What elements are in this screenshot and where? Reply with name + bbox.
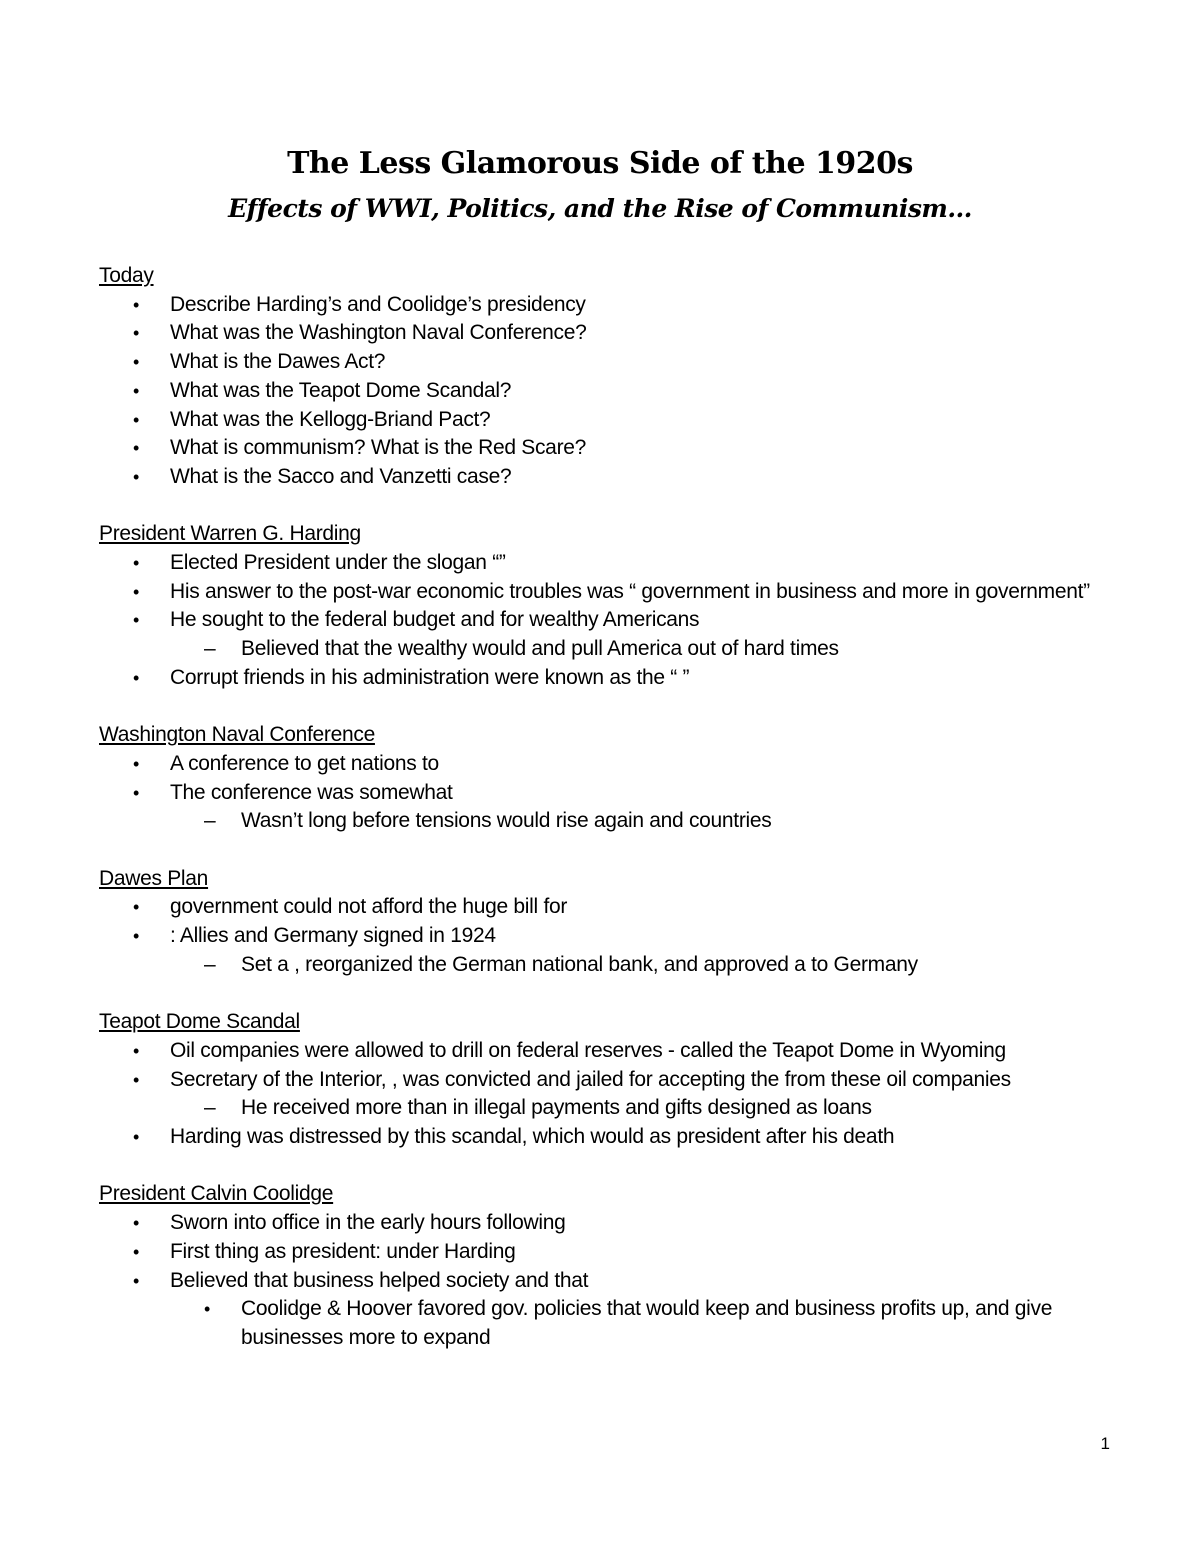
bullet-list <box>99 750 1109 836</box>
list-item: • A conference to get nations to <box>99 750 1109 779</box>
list-item: • What is the Sacco and Vanzetti case? <box>99 463 1109 492</box>
section-washington-naval-conference <box>99 721 1109 836</box>
list-item: • Elected President under the slogan “” <box>99 549 1109 578</box>
section-harding <box>99 520 1109 692</box>
list-item: • Corrupt friends in his administration were known as the “ ” <box>99 664 1109 693</box>
document-subtitle: Effects of WWI, Politics, and the Rise of Communism… <box>228 194 972 223</box>
section-heading: President Calvin Coolidge <box>99 1182 334 1206</box>
section-heading: President Warren G. Harding <box>99 522 361 546</box>
list-item: • Oil companies were allowed to drill on federal reserves - called the Teapot Dome in Wyoming <box>99 1037 1109 1066</box>
sub-list-item: – Believed that the wealthy would and pull America out of hard times <box>99 635 1109 664</box>
sub-list-item: • Coolidge & Hoover favored gov. policies that would keep and business profits up, and give businesses more to expand <box>99 1295 1109 1352</box>
list-item: • First thing as president: under Harding <box>99 1238 1109 1267</box>
section-teapot-dome <box>99 1008 1109 1152</box>
bullet-list <box>99 1209 1109 1353</box>
list-item: • Sworn into office in the early hours following <box>99 1209 1109 1238</box>
list-item: • He sought to the federal budget and for wealthy Americans <box>99 606 1109 635</box>
list-item: • Describe Harding’s and Coolidge’s presidency <box>99 291 1109 320</box>
bullet-list <box>99 549 1109 693</box>
notes-body <box>99 262 1109 1381</box>
bullet-list <box>99 893 1109 979</box>
bullet-list <box>99 291 1109 492</box>
section-heading: Teapot Dome Scandal <box>99 1010 300 1034</box>
list-item: • Harding was distressed by this scandal, which would as president after his death <box>99 1123 1109 1152</box>
list-item: • What was the Kellogg-Briand Pact? <box>99 406 1109 435</box>
list-item: • What was the Teapot Dome Scandal? <box>99 377 1109 406</box>
page-number: 1 <box>1100 1434 1110 1453</box>
list-item: • Believed that business helped society and that <box>99 1267 1109 1296</box>
section-heading: Washington Naval Conference <box>99 723 375 747</box>
list-item: • : Allies and Germany signed in 1924 <box>99 922 1109 951</box>
bullet-list <box>99 1037 1109 1152</box>
list-item: • The conference was somewhat <box>99 779 1109 808</box>
list-item: • What was the Washington Naval Conference? <box>99 319 1109 348</box>
sub-list-item: – He received more than in illegal payments and gifts designed as loans <box>99 1094 1109 1123</box>
section-heading: Dawes Plan <box>99 866 209 890</box>
section-dawes-plan <box>99 865 1109 980</box>
sub-list-item: – Wasn’t long before tensions would rise again and countries <box>99 807 1109 836</box>
list-item: • What is the Dawes Act? <box>99 348 1109 377</box>
document-title: The Less Glamorous Side of the 1920s <box>287 146 913 181</box>
list-item: • What is communism? What is the Red Scare? <box>99 434 1109 463</box>
list-item: • His answer to the post-war economic troubles was “ government in business and more in government” <box>99 578 1109 607</box>
section-heading: Today <box>99 264 154 287</box>
list-item: • government could not afford the huge bill for <box>99 893 1109 922</box>
section-coolidge <box>99 1180 1109 1352</box>
sub-list-item: – Set a , reorganized the German national bank, and approved a to Germany <box>99 951 1109 980</box>
list-item: • Secretary of the Interior, , was convicted and jailed for accepting the from these oil companies <box>99 1066 1109 1095</box>
section-today <box>99 262 1109 492</box>
